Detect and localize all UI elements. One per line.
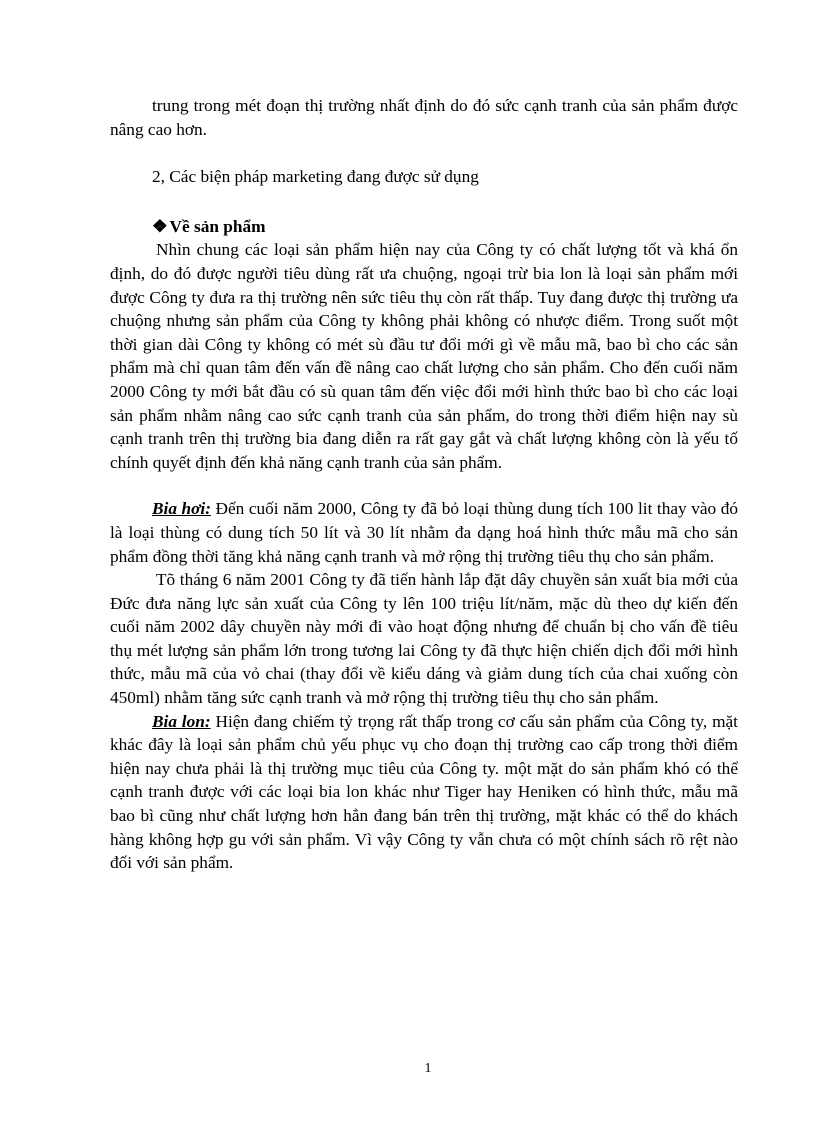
section-title: 2, Các biện pháp marketing đang được sử dụng	[152, 167, 479, 187]
page-number: 1	[424, 1061, 432, 1076]
bia-lon-text: Hiện đang chiếm tỷ trọng rất thấp trong cơ cấu sản phẩm của Công ty, mặt khác đây là loại sản phẩm chủ yếu phục vụ cho đoạn thị trường cao cấp trong thời điểm hiện nay chưa phải là thị trường mục tiêu của Công ty. một mặt do sản phẩm khó có thể cạnh tranh được với các loại bia lon khác như Tiger hay Heniken có hình thức, mẫu mã bao bì cũng như chất lượng hơn hẳn đang bán trên thị trường, mặt khác có thể do khách hàng không hợp gu với sản phẩm. Vì vậy Công ty vẫn chưa có một chính sách rõ rệt nào đối với sản phẩm.	[110, 711, 738, 873]
subsection-title: Về sản phẩm	[169, 216, 266, 236]
bia-hoi-text: Đến cuối năm 2000, Công ty đã bỏ loại thùng dung tích 100 lit thay vào đó là loại thùng có dung tích 50 lít và 30 lít nhằm đa dạng hoá hình thức mẫu mã cho sản phẩm đồng thời tăng khả năng cạnh tranh và mở rộng thị trường tiêu thụ cho sản phẩm.	[110, 499, 739, 566]
bia-lon-label: Bia lon:	[152, 711, 211, 731]
product-paragraph: Nhìn chung các loại sản phẩm hiện nay của Công ty có chất lượng tốt và khá ổn định, do đó được người tiêu dùng rất ưa chuộng, ngoại trừ bia lon là loại sản phẩm mới được Công ty đưa ra thị trường nên sức tiêu thụ còn rất thấp. Tuy đang được thị trường ưa chuộng nhưng sản phẩm của Công ty không phải không có nhược điểm. Trong suốt một thời gian dài Công ty không có mét sù đầu tư đổi mới gì về mẫu mã, bao bì cho các sản phẩm mà chỉ quan tâm đến vấn đề nâng cao chất lượng cho sản phẩm. Cho đến cuối năm 2000 Công ty mới bắt đầu có sù quan tâm đến việc đổi mới hình thức bao bì cho các loại sản phẩm nhằm nâng cao sức cạnh tranh của sản phẩm, do trong thời điểm hiện nay sù cạnh tranh trên thị trường bia đang diễn ra rất gay gắt và chất lượng không còn là yếu tố chính quyết định đến khả năng cạnh tranh của sản phẩm.	[110, 240, 738, 472]
bia-lon-paragraph	[110, 710, 738, 875]
document-page	[110, 94, 738, 875]
diamond-bullet-icon: ❖	[152, 216, 168, 236]
intro-paragraph: trung trong mét đoạn thị trường nhất định do đó sức cạnh tranh của sản phẩm được nâng cao hơn.	[110, 96, 738, 139]
subsection-heading	[110, 215, 738, 239]
bia-hoi-label: Bia hơi:	[152, 499, 211, 519]
june-2001-paragraph: Tõ tháng 6 năm 2001 Công ty đã tiến hành lắp đặt dây chuyền sản xuất bia mới của Đức đưa năng lực sản xuất của Công ty lên 100 triệu lít/năm, mặc dù theo dự kiến đến cuối năm 2002 dây chuyền này mới đi vào hoạt động nhưng để chuẩn bị cho vấn đề tiêu thụ mét lượng sản phẩm lớn trong tương lai Công ty đã thực hiện chiến dịch đổi mới hình thức, mẫu mã của vỏ chai (thay đổi về kiểu dáng và giảm dung tích của chai xuống còn 450ml) nhằm tăng sức cạnh tranh và mở rộng thị trường tiêu thụ cho sản phẩm.	[110, 570, 738, 708]
bia-hoi-paragraph	[110, 497, 738, 568]
